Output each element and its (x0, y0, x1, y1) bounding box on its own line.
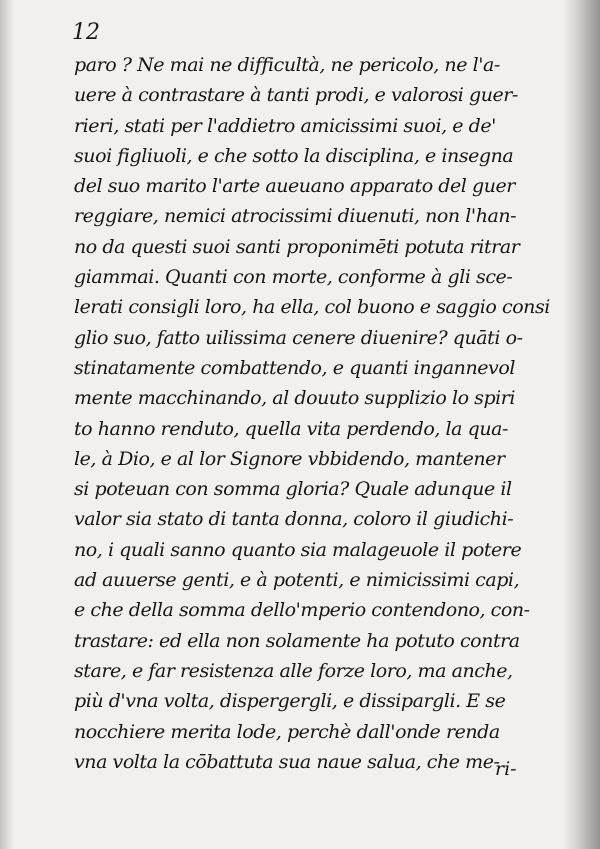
text-line: trastare: ed ella non solamente ha potuto contra (74, 629, 520, 652)
text-line: giammai. Quanti con morte, conforme à gli sce- (74, 266, 513, 289)
text-line: uere à contrastare à tanti prodi, e valorosi guer- (74, 84, 518, 107)
text-line: to hanno renduto, quella vita perdendo, la qua- (74, 417, 508, 440)
text-line: vna volta la cōbattuta sua naue salua, che me- (74, 750, 500, 773)
text-line: si poteuan con somma gloria? Quale adunque il (74, 478, 512, 501)
text-line: stare, e far resistenza alle forze loro, ma anche, (74, 659, 513, 682)
text-line: più d'vna volta, dispergergli, e dissipargli. E se (74, 690, 506, 713)
text-line: mente macchinando, al douuto supplizio lo spiri (74, 387, 516, 410)
text-line: e che della somma dello'mperio contendono, con- (74, 599, 530, 622)
text-line: ad auuerse genti, e à potenti, e nimicissimi capi, (74, 569, 520, 592)
text-line: glio suo, fatto uilissima cenere diuenire? quāti o- (74, 326, 523, 349)
text-line: rieri, stati per l'addietro amicissimi suoi, e de' (74, 114, 496, 137)
text-line: del suo marito l'arte aueuano apparato del guer (74, 175, 515, 198)
page-number: 12 (72, 20, 100, 45)
text-line: le, à Dio, e al lor Signore vbbidendo, mantener (74, 447, 505, 470)
text-line: nocchiere merita lode, perchè dall'onde renda (74, 720, 500, 743)
page-edge-shadow (562, 0, 600, 849)
text-body (74, 50, 554, 777)
gutter-shadow (0, 0, 14, 849)
text-line: paro ? Ne mai ne difficultà, ne pericolo, ne l'a- (74, 54, 500, 76)
text-line: no, i quali sanno quanto sia malageuole il potere (74, 538, 522, 561)
catchword: ri- (495, 758, 517, 780)
text-line: stinatamente combattendo, e quanti ingannevol (74, 356, 515, 379)
text-line: no da questi suoi santi proponimēti potuta ritrar (74, 235, 520, 258)
text-line: valor sia stato di tanta donna, coloro il giudichi- (74, 508, 514, 531)
text-line: reggiare, nemici atrocissimi diuenuti, non l'han- (74, 205, 517, 228)
text-line: suoi figliuoli, e che sotto la disciplina, e insegna (74, 144, 514, 167)
text-line: lerati consigli loro, ha ella, col buono e saggio consi (74, 296, 550, 319)
